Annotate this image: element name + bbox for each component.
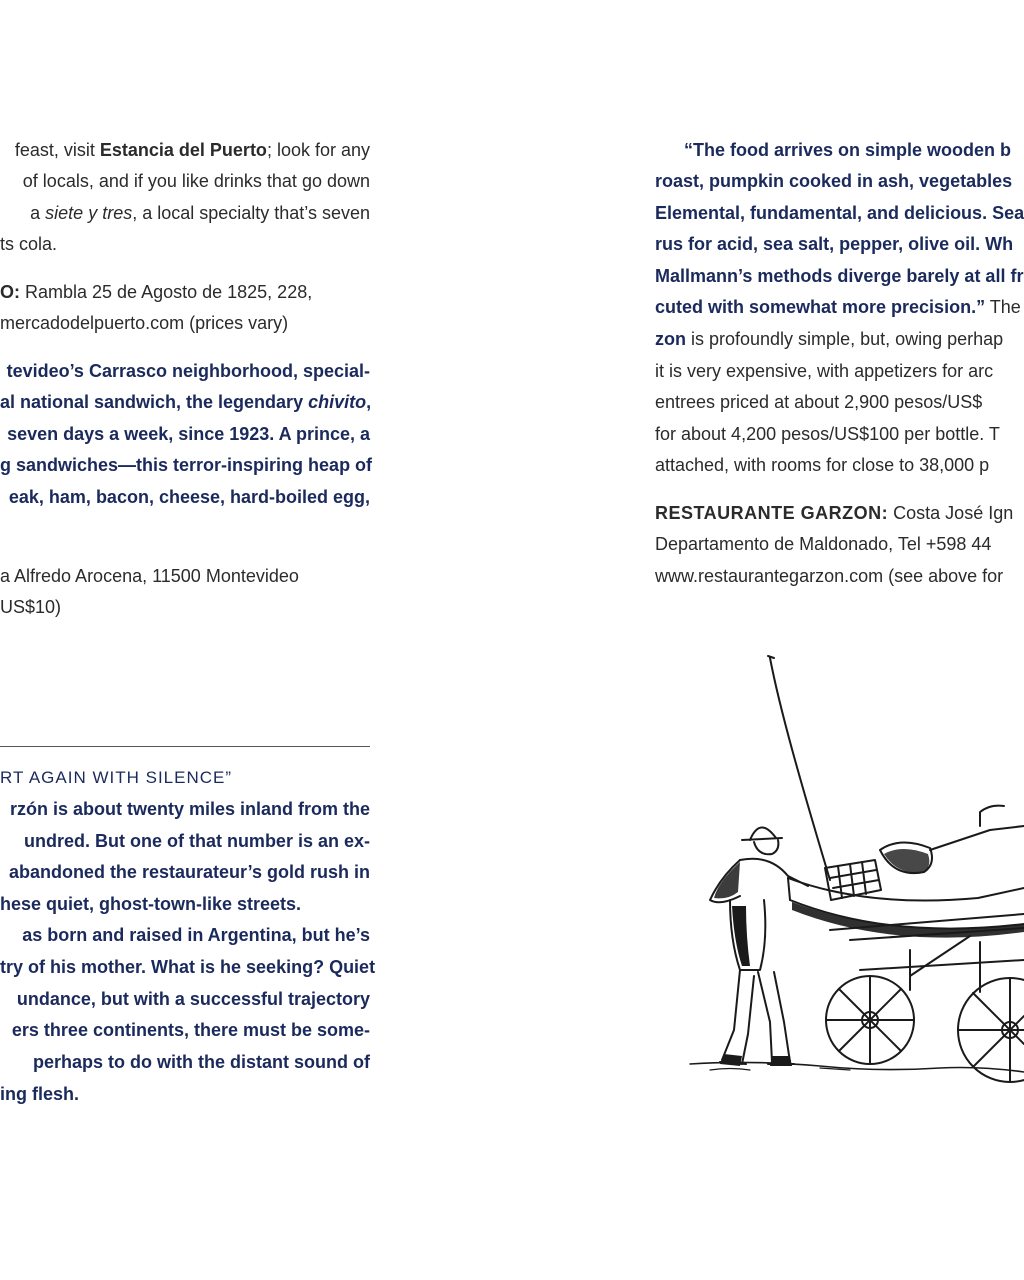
left-para2-line1: tevideo’s Carrasco neighborhood, special- — [6, 361, 370, 381]
quote-line2: roast, pumpkin cooked in ash, vegetables — [655, 171, 1013, 191]
listing1-line1: O: Rambla 25 de Agosto de 1825, 228, — [0, 282, 313, 302]
left-para3-line4: hese quiet, ghost-town-like streets. — [0, 894, 302, 914]
left-para3-line7: undance, but with a successful trajectory — [16, 989, 370, 1009]
left-para2-line3: seven days a week, since 1923. A prince, a — [7, 424, 370, 444]
quote-line1: “The food arrives on simple wooden b — [684, 140, 1012, 160]
left-para1-line3: a siete y tres, a local specialty that’s seven — [30, 203, 370, 223]
body-line5: attached, with rooms for close to 38,000 p — [655, 455, 990, 475]
left-para2-line4: g sandwiches—this terror-inspiring heap of — [0, 455, 373, 475]
left-para3-line10: ing flesh. — [0, 1084, 80, 1104]
body-line3: entrees priced at about 2,900 pesos/US$ — [655, 392, 983, 412]
section-divider — [0, 746, 370, 747]
listing1-line2: mercadodelpuerto.com (prices vary) — [0, 313, 289, 333]
quote-line6: cuted with somewhat more precision.” The — [655, 297, 1021, 317]
quote-line4: rus for acid, sea salt, pepper, olive oil. Wh — [655, 234, 1014, 254]
left-para3-line1: rzón is about twenty miles inland from the — [9, 799, 370, 819]
body-line2: it is very expensive, with appetizers for arc — [655, 361, 994, 381]
listing-garzon-line1: RESTAURANTE GARZON: Costa José Ign — [655, 503, 1014, 523]
left-para1-line1: feast, visit Estancia del Puerto; look for any — [14, 140, 370, 160]
body-line4: for about 4,200 pesos/US$100 per bottle. T — [655, 424, 1000, 444]
left-para3-line3: abandoned the restaurateur’s gold rush in — [8, 862, 370, 882]
left-para1-line2: of locals, and if you like drinks that go down — [22, 171, 370, 191]
left-para1-line4: ts cola. — [0, 234, 58, 254]
listing-garzon-line2: Departamento de Maldonado, Tel +598 44 — [655, 534, 992, 554]
left-para3-line6: try of his mother. What is he seeking? Quiet — [0, 957, 376, 977]
quote-line3: Elemental, fundamental, and delicious. Sea — [655, 203, 1024, 223]
section-heading: RT AGAIN WITH SILENCE” — [0, 768, 233, 787]
listing2-line2: US$10) — [0, 597, 62, 617]
quote-line5: Mallmann’s methods diverge barely at all fr — [655, 266, 1024, 286]
left-para3-line5: as born and raised in Argentina, but he’s — [22, 925, 370, 945]
left-para3-line9: perhaps to do with the distant sound of — [33, 1052, 370, 1072]
left-para3-line8: ers three continents, there must be some- — [11, 1020, 370, 1040]
left-para2-line2: al national sandwich, the legendary chivito, — [0, 392, 372, 412]
listing2-line1: a Alfredo Arocena, 11500 Montevideo — [0, 566, 299, 586]
listing-garzon-line3: www.restaurantegarzon.com (see above for — [655, 566, 1004, 586]
left-para2-line5: eak, ham, bacon, cheese, hard-boiled egg, — [8, 487, 370, 507]
man-pushing-cart-illustration — [680, 650, 1024, 1120]
left-para3-line2: undred. But one of that number is an ex- — [23, 831, 370, 851]
body-line1: zon is profoundly simple, but, owing perhap — [655, 329, 1004, 349]
